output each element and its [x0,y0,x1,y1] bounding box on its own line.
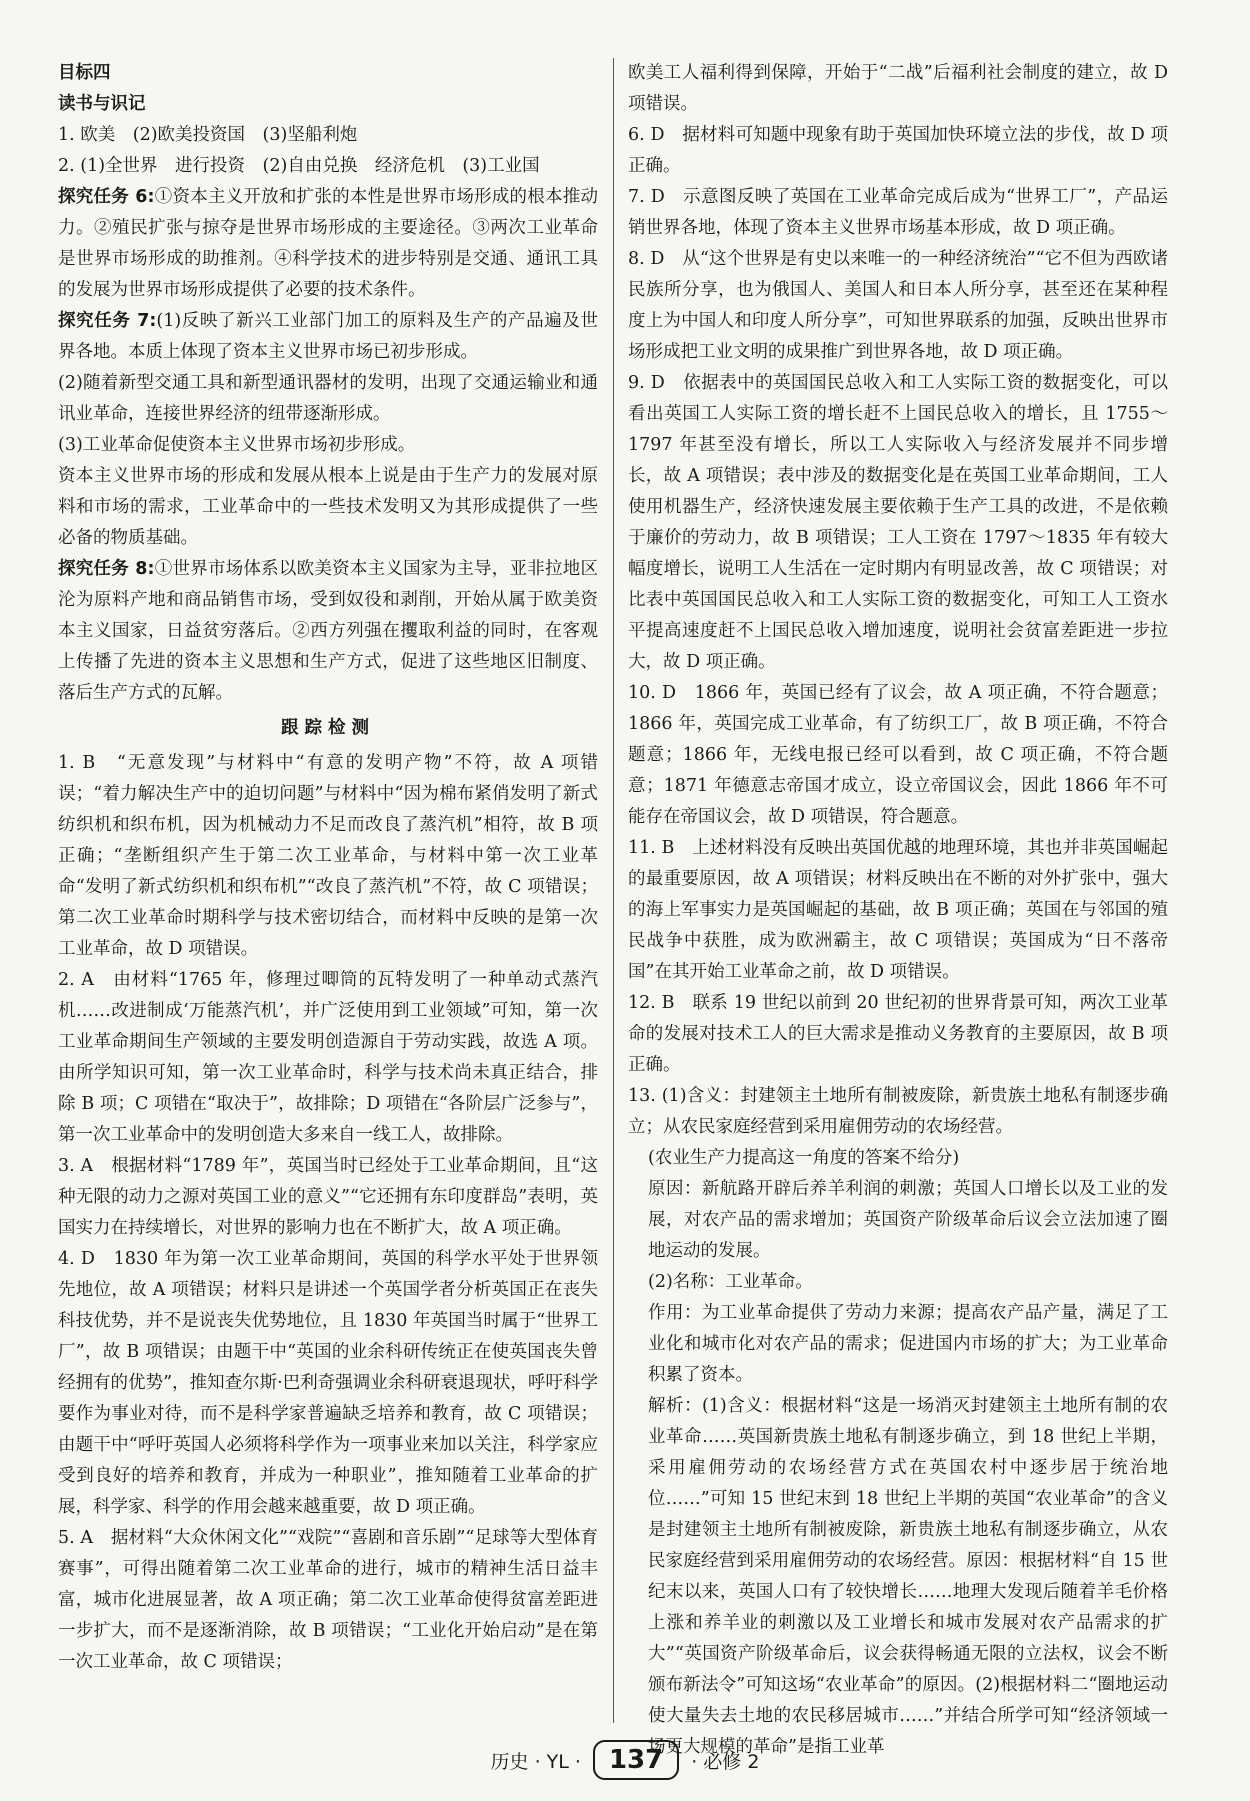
answer-note: (农业生产力提高这一角度的答案不给分) [648,1148,960,1168]
right-column [628,58,1168,1763]
section-title: 跟踪检测 [281,718,375,738]
task-text: ①资本主义开放和扩张的本性是世界市场形成的根本推动力。②殖民扩张与掠夺是世界市场形成的主要途径。③两次工业革命是世界市场形成的助推剂。④科学技术的进步特别是交通、通讯工具的发展为世界市场形成提供了必要的技术条件。 [58,187,598,300]
footer-subject: 历史 · YL · [490,1750,581,1773]
answer-name: (2)名称：工业革命。 [648,1272,813,1292]
answer-item: 3. A 根据材料“1789 年”，英国当时已经处于工业革命期间，且“这种无限的动力之源对英国工业的意义”“它还拥有东印度群岛”表明，英国实力在持续增长，对世界的影响力也在不断扩大，故 A 项正确。 [58,1156,598,1238]
left-column [58,58,598,1678]
answer-item: 13. (1)含义：封建领主土地所有制被废除，新贵族土地私有制逐步确立；从农民家庭经营到采用雇佣劳动的农场经营。 [628,1086,1168,1137]
answer-analysis: 解析：(1)含义：根据材料“这是一场消灭封建领主土地所有制的农业革命……英国新贵族土地私有制逐步确立，到 18 世纪上半期，采用雇佣劳动的农场经营方式在英国农村中逐步居于统治地位……”可知 15 世纪末到 18 世纪上半期的英国“农业革命”的含义是封建领主土地所有制被废除，新贵族土地私有制逐步确立，从农民家庭经营到采用雇佣劳动的农场经营。原因：根据材料“自 15 世纪末以来，英国人口有了较快增长……地理大发现后随着羊毛价格上涨和养羊业的刺激以及工业增长和城市发展对农产品需求的扩大”“英国资产阶级革命后，议会获得畅通无限的立法权，议会不断颁布新法令”可知这场“农业革命”的原因。(2)根据材料二“圈地运动使大量失去土地的农民移居城市……”并结合所学可知“经济领域一场更大规模的革命”是指工业革 [648,1396,1168,1757]
page-footer [0,1738,1250,1782]
answer-item: 1. B “无意发现”与材料中“有意的发明产物”不符，故 A 项错误；“着力解决生产中的迫切问题”与材料中“因为棉布紧俏发明了新式纺织机和织布机，因为机械动力不足而改良了蒸汽机”相符，故 B 项正确；“垄断组织产生于第二次工业革命，与材料中第一次工业革命“发明了新式纺织机和织布机”“改良了蒸汽机”不符，故 C 项错误；第二次工业革命时期科学与技术密切结合，而材料中反映的是第一次工业革命，故 D 项错误。 [58,753,598,959]
answer-reason: 原因：新航路开辟后养羊利润的刺激；英国人口增长以及工业的发展，对农产品的需求增加；英国资产阶级革命后议会立法加速了圈地运动的发展。 [648,1179,1168,1261]
reading-heading: 读书与识记 [58,94,146,114]
answer-item: 欧美工人福利得到保障，开始于“二战”后福利社会制度的建立，故 D 项错误。 [628,63,1168,114]
target-heading: 目标四 [58,63,111,83]
answer-item: 10. D 1866 年，英国已经有了议会，故 A 项正确，不符合题意；1866 年，英国完成工业革命，有了纺织工厂，故 B 项正确，不符合题意；1866 年，无线电报已经可以看到，故 C 项正确，不符合题意；1871 年德意志帝国才成立，设立帝国议会，因此 1866 年不可能存在帝国议会，故 D 项错误，符合题意。 [628,683,1168,827]
list-item: 2. (1)全世界 进行投资 (2)自由兑换 经济危机 (3)工业国 [58,156,540,176]
task-text: (2)随着新型交通工具和新型通讯器材的发明，出现了交通运输业和通讯业革命，连接世界经济的纽带逐渐形成。 [58,373,598,424]
footer-book: · 必修 2 [691,1750,760,1773]
answer-item: 9. D 依据表中的英国国民总收入和工人实际工资的数据变化，可以看出英国工人实际工资的增长赶不上国民总收入的增长，且 1755～1797 年甚至没有增长，所以工人实际收入与经济发展并不同步增长，故 A 项错误；表中涉及的数据变化是在英国工业革命期间，工人使用机器生产，经济快速发展主要依赖于生产工具的改进，不是依赖于廉价的劳动力，故 B 项错误；工人工资在 1797～1835 年有较大幅度增长，说明工人生活在一定时期内有明显改善，故 C 项错误；对比表中英国国民总收入和工人实际工资的数据变化，可知工人工资水平提高速度赶不上国民总收入增加速度，说明社会贫富差距进一步拉大，故 D 项正确。 [628,373,1168,672]
list-item: 1. 欧美 (2)欧美投资国 (3)坚船利炮 [58,125,358,145]
task-7 [58,306,598,368]
task-text: ①世界市场体系以欧美资本主义国家为主导，亚非拉地区沦为原料产地和商品销售市场，受到奴役和剥削，开始从属于欧美资本主义国家，日益贫穷落后。②西方列强在攫取利益的同时，在客观上传播了先进的资本主义思想和生产方式，促进了这些地区旧制度、落后生产方式的瓦解。 [58,559,598,703]
task-label: 探究任务 8: [58,559,155,579]
task-label: 探究任务 6: [58,187,155,207]
answer-item: 4. D 1830 年为第一次工业革命期间，英国的科学水平处于世界领先地位，故 A 项错误；材料只是讲述一个英国学者分析英国正在丧失科技优势，并不是说丧失优势地位，且 1830 年英国当时属于“世界工厂”，故 B 项错误；由题干中“英国的业余科研传统正在使英国丧失曾经拥有的优势”，推知查尔斯·巴利奇强调业余科研衰退现状，呼吁科学要作为事业对待，而不是科学家普遍缺乏培养和教育，故 C 项错误；由题干中“呼吁英国人必须将科学作为一项事业来加以关注，科学家应受到良好的培养和教育，并成为一种职业”，推知随着工业革命的扩展，科学家、科学的作用会越来越重要，故 D 项正确。 [58,1249,598,1517]
task-text: (3)工业革命促使资本主义世界市场初步形成。 [58,435,416,455]
answer-item: 7. D 示意图反映了英国在工业革命完成后成为“世界工厂”，产品运销世界各地，体现了资本主义世界市场基本形成，故 D 项正确。 [628,187,1168,238]
task-label: 探究任务 7: [58,311,157,331]
answer-item: 11. B 上述材料没有反映出英国优越的地理环境，其也并非英国崛起的最重要原因，故 A 项错误；材料反映出在不断的对外扩张中，强大的海上军事实力是英国崛起的基础，故 B 项正确；英国在与邻国的殖民战争中获胜，成为欧洲霸主，故 C 项错误；英国成为“日不落帝国”在其开始工业革命之前，故 D 项错误。 [628,838,1168,982]
task-text: 资本主义世界市场的形成和发展从根本上说是由于生产力的发展对原料和市场的需求，工业革命中的一些技术发明又为其形成提供了一些必备的物质基础。 [58,466,598,548]
task-6 [58,182,598,306]
answer-item: 12. B 联系 19 世纪以前到 20 世纪初的世界背景可知，两次工业革命的发展对技术工人的巨大需求是推动义务教育的主要原因，故 B 项正确。 [628,993,1168,1075]
answer-item: 6. D 据材料可知题中现象有助于英国加快环境立法的步伐，故 D 项正确。 [628,125,1168,176]
answer-item: 8. D 从“这个世界是有史以来唯一的一种经济统治”“它不但为西欧诸民族所分享，也为俄国人、美国人和日本人所分享，甚至还在某种程度上为中国人和印度人所分享”，可知世界联系的加强，反映出世界市场形成把工业文明的成果推广到世界各地，故 D 项正确。 [628,249,1168,362]
answer-item: 5. A 据材料“大众休闲文化”“戏院”“喜剧和音乐剧”“足球等大型体育赛事”，可得出随着第二次工业革命的进行，城市的精神生活日益丰富，城市化进展显著，故 A 项正确；第二次工业革命使得贫富差距进一步扩大，而不是逐渐消除，故 B 项错误；“工业化开始启动”是在第一次工业革命，故 C 项错误； [58,1528,598,1672]
page-number: 137 [593,1740,679,1780]
answer-effect: 作用：为工业革命提供了劳动力来源；提高农产品产量，满足了工业化和城市化对农产品的需求；促进国内市场的扩大；为工业革命积累了资本。 [648,1303,1168,1385]
task-8 [58,554,598,709]
task-text: (1)反映了新兴工业部门加工的原料及生产的产品遍及世界各地。本质上体现了资本主义世界市场已初步形成。 [58,311,598,362]
answer-item: 2. A 由材料“1765 年，修理过唧筒的瓦特发明了一种单动式蒸汽机……改进制成‘万能蒸汽机’，并广泛使用到工业领域”可知，第一次工业革命期间生产领域的主要发明创造源自于劳动实践，故选 A 项。由所学知识可知，第一次工业革命时，科学与技术尚未真正结合，排除 B 项；C 项错在“取决于”，故排除；D 项错在“各阶层广泛参与”，第一次工业革命中的发明创造大多来自一线工人，故排除。 [58,970,598,1145]
column-divider [613,58,614,1723]
